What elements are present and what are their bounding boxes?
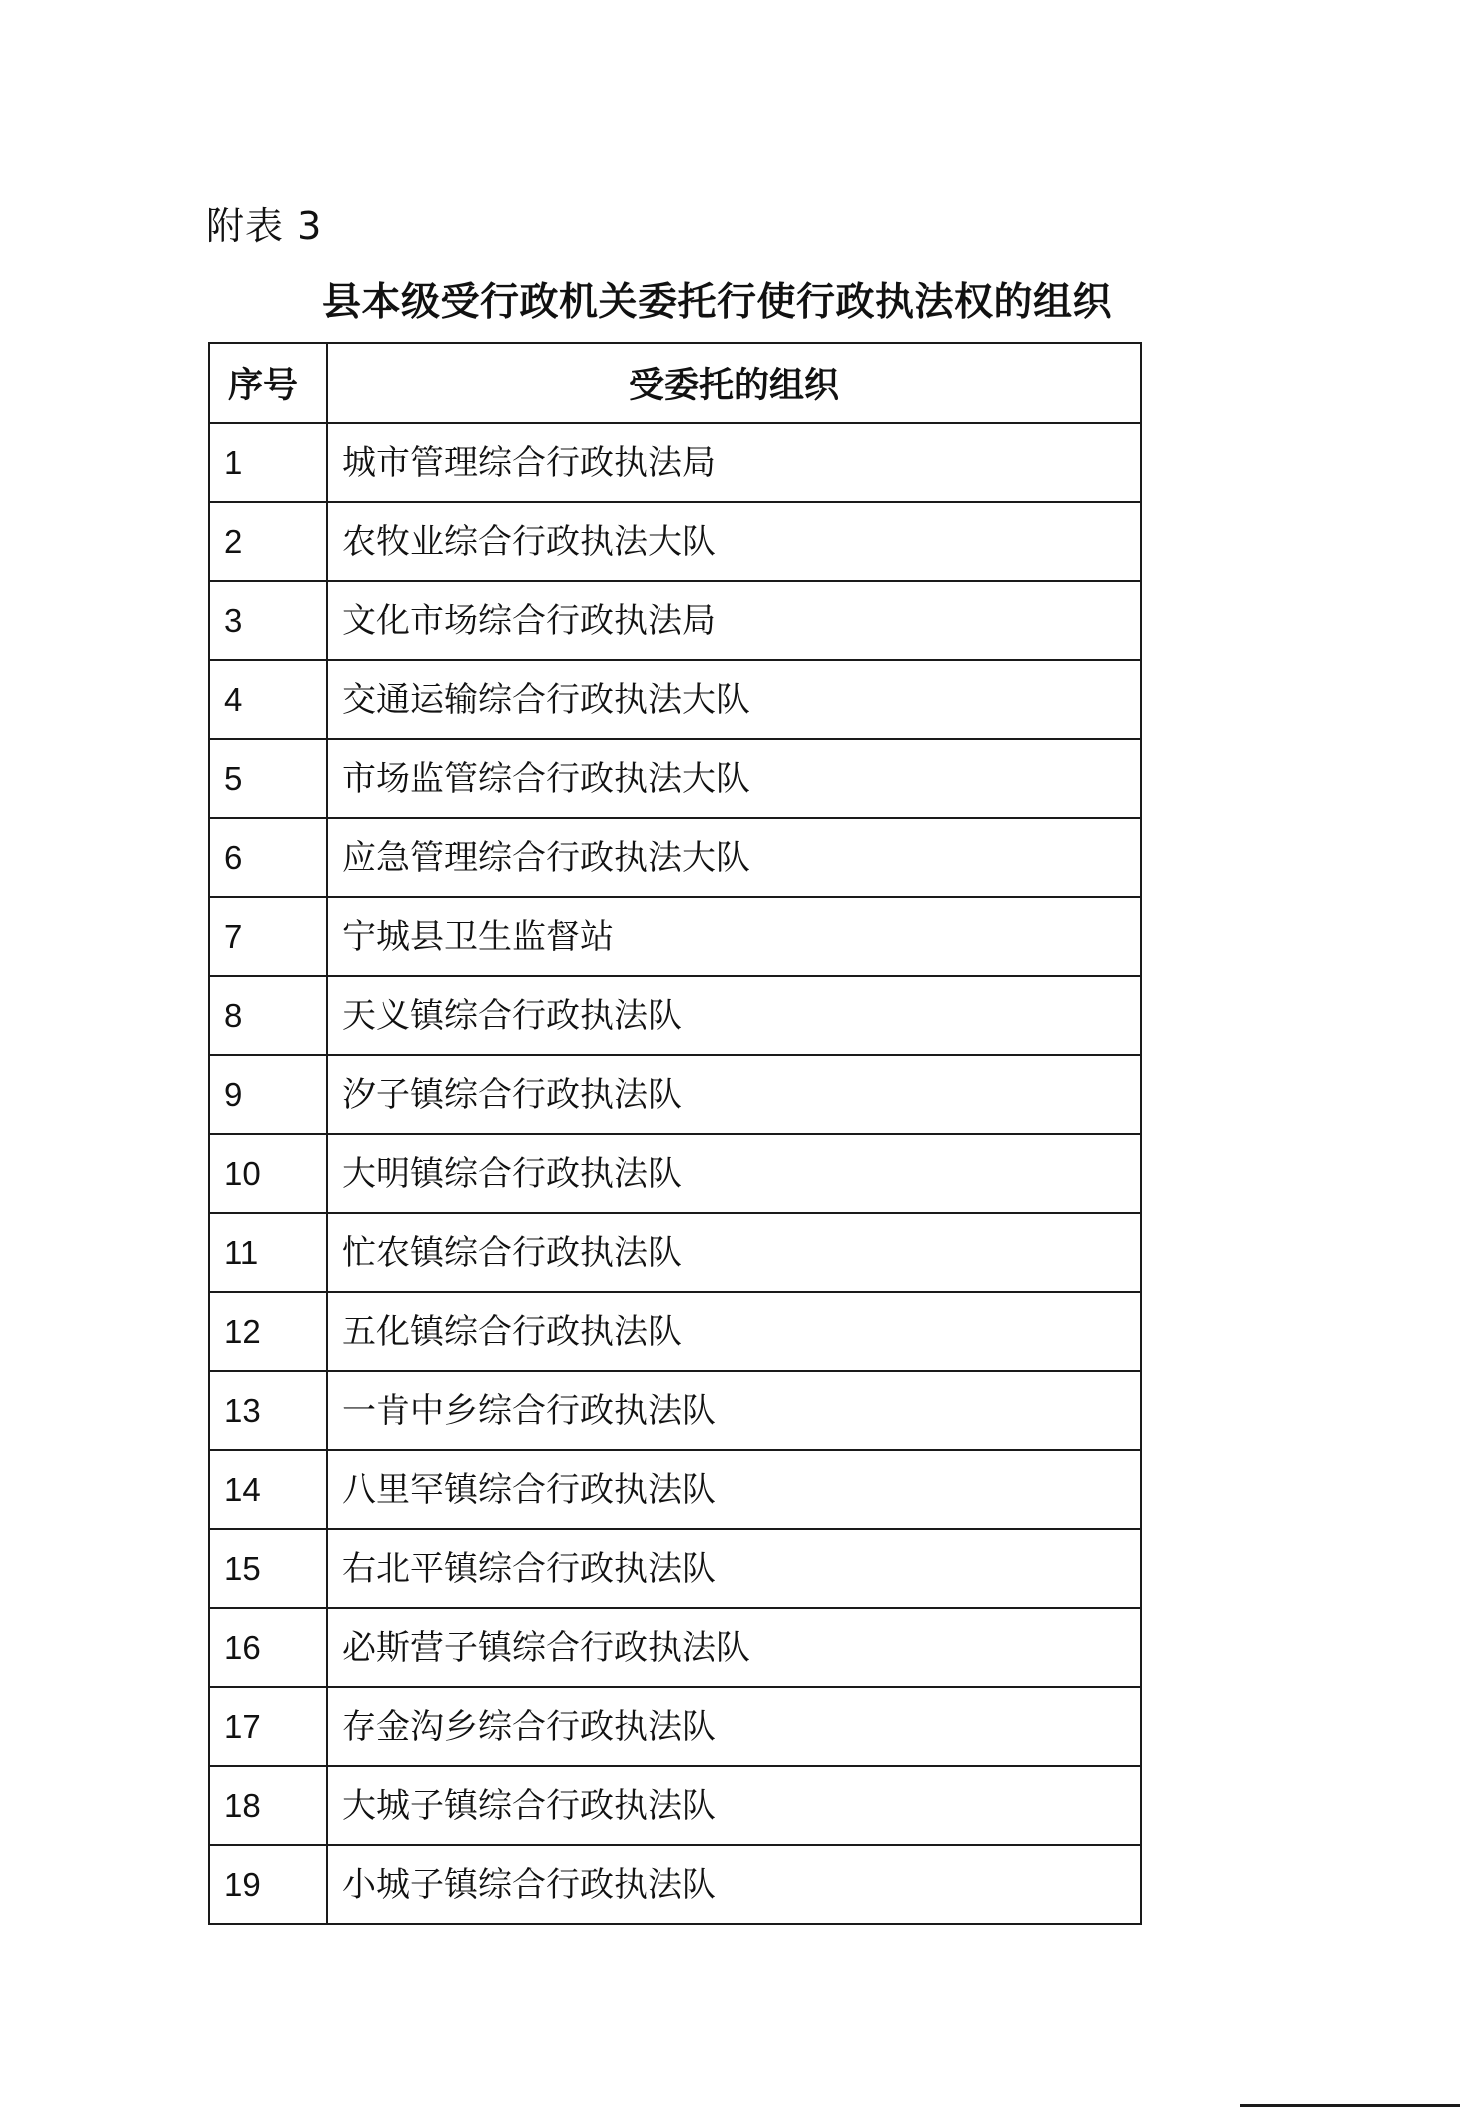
row-number: 5 bbox=[209, 739, 327, 818]
row-number: 10 bbox=[209, 1134, 327, 1213]
row-number: 16 bbox=[209, 1608, 327, 1687]
row-number: 11 bbox=[209, 1213, 327, 1292]
table-row bbox=[209, 1134, 1141, 1213]
row-organization: 市场监管综合行政执法大队 bbox=[327, 739, 1141, 818]
header-organization: 受委托的组织 bbox=[327, 343, 1141, 423]
table-body bbox=[209, 423, 1141, 1924]
row-organization: 大城子镇综合行政执法队 bbox=[327, 1766, 1141, 1845]
row-organization: 忙农镇综合行政执法队 bbox=[327, 1213, 1141, 1292]
row-organization: 五化镇综合行政执法队 bbox=[327, 1292, 1141, 1371]
row-number: 9 bbox=[209, 1055, 327, 1134]
row-number: 13 bbox=[209, 1371, 327, 1450]
table-row bbox=[209, 739, 1141, 818]
row-number: 14 bbox=[209, 1450, 327, 1529]
table-row bbox=[209, 1845, 1141, 1924]
row-number: 1 bbox=[209, 423, 327, 502]
attachment-label: 附表 3 bbox=[206, 204, 323, 248]
row-number: 2 bbox=[209, 502, 327, 581]
row-number: 19 bbox=[209, 1845, 327, 1924]
table-row bbox=[209, 1213, 1141, 1292]
table-row bbox=[209, 1687, 1141, 1766]
header-number: 序号 bbox=[209, 343, 327, 423]
table-row bbox=[209, 502, 1141, 581]
row-organization: 交通运输综合行政执法大队 bbox=[327, 660, 1141, 739]
row-organization: 必斯营子镇综合行政执法队 bbox=[327, 1608, 1141, 1687]
row-number: 17 bbox=[209, 1687, 327, 1766]
scan-edge-line bbox=[1240, 2104, 1460, 2107]
row-organization: 农牧业综合行政执法大队 bbox=[327, 502, 1141, 581]
table-row bbox=[209, 1450, 1141, 1529]
row-organization: 文化市场综合行政执法局 bbox=[327, 581, 1141, 660]
table-row bbox=[209, 1292, 1141, 1371]
table-row bbox=[209, 581, 1141, 660]
table-row bbox=[209, 1371, 1141, 1450]
row-number: 7 bbox=[209, 897, 327, 976]
row-organization: 存金沟乡综合行政执法队 bbox=[327, 1687, 1141, 1766]
row-organization: 应急管理综合行政执法大队 bbox=[327, 818, 1141, 897]
table-row bbox=[209, 976, 1141, 1055]
table-row bbox=[209, 423, 1141, 502]
table-row bbox=[209, 660, 1141, 739]
row-organization: 汐子镇综合行政执法队 bbox=[327, 1055, 1141, 1134]
row-number: 15 bbox=[209, 1529, 327, 1608]
table-row bbox=[209, 818, 1141, 897]
row-number: 3 bbox=[209, 581, 327, 660]
organization-table bbox=[208, 342, 1142, 1925]
table-header bbox=[209, 343, 1141, 423]
row-organization: 天义镇综合行政执法队 bbox=[327, 976, 1141, 1055]
row-number: 6 bbox=[209, 818, 327, 897]
row-number: 4 bbox=[209, 660, 327, 739]
table-row bbox=[209, 1766, 1141, 1845]
table-row bbox=[209, 1055, 1141, 1134]
row-organization: 右北平镇综合行政执法队 bbox=[327, 1529, 1141, 1608]
row-organization: 宁城县卫生监督站 bbox=[327, 897, 1141, 976]
row-organization: 城市管理综合行政执法局 bbox=[327, 423, 1141, 502]
row-organization: 大明镇综合行政执法队 bbox=[327, 1134, 1141, 1213]
table-row bbox=[209, 897, 1141, 976]
table-row bbox=[209, 1529, 1141, 1608]
row-number: 8 bbox=[209, 976, 327, 1055]
row-organization: 八里罕镇综合行政执法队 bbox=[327, 1450, 1141, 1529]
row-organization: 一肯中乡综合行政执法队 bbox=[327, 1371, 1141, 1450]
row-number: 12 bbox=[209, 1292, 327, 1371]
document-title: 县本级受行政机关委托行使行政执法权的组织 bbox=[322, 280, 1113, 325]
header-row bbox=[209, 343, 1141, 423]
row-organization: 小城子镇综合行政执法队 bbox=[327, 1845, 1141, 1924]
table-row bbox=[209, 1608, 1141, 1687]
row-number: 18 bbox=[209, 1766, 327, 1845]
